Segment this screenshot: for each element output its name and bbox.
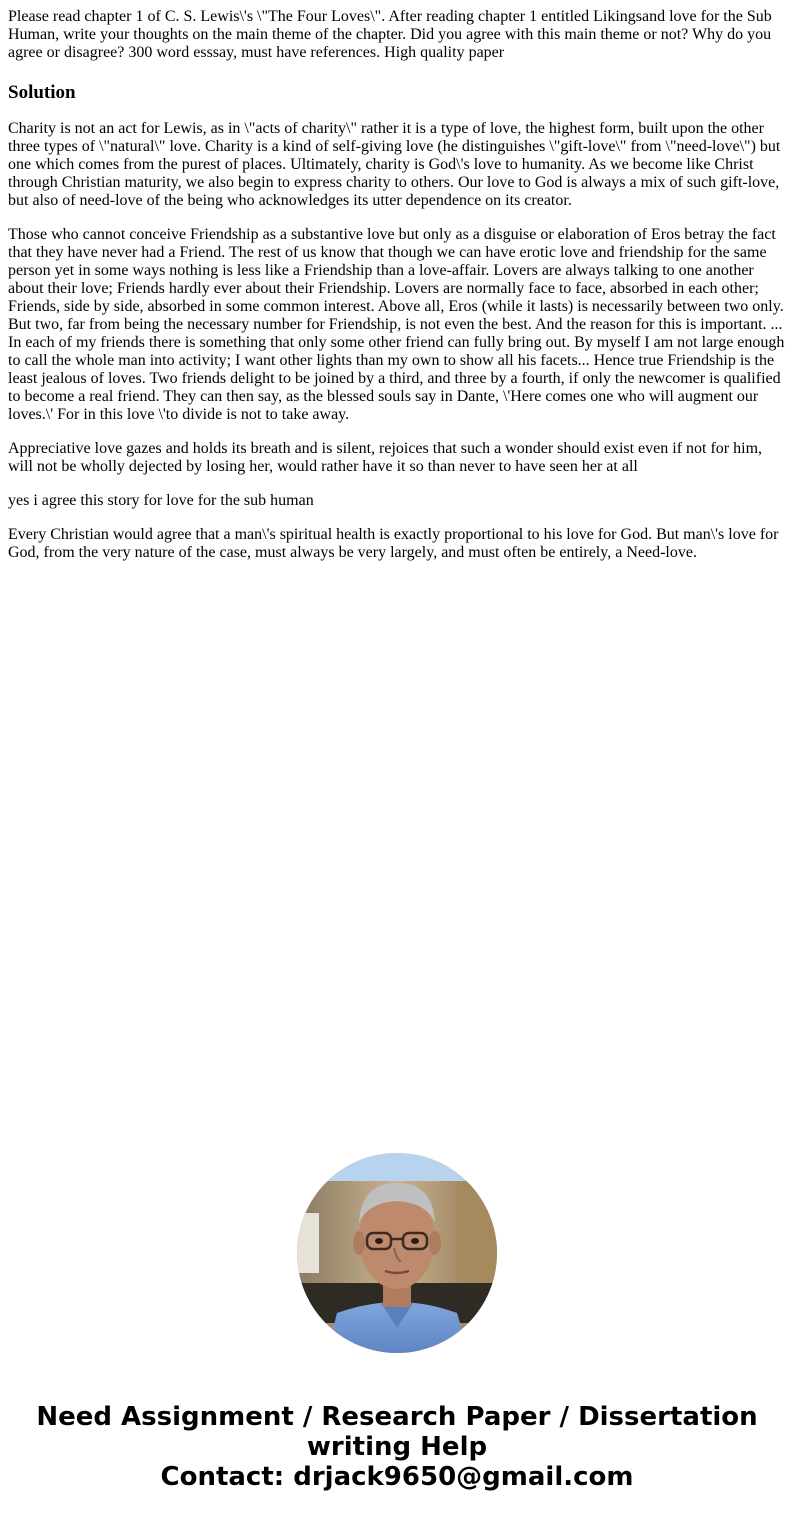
promo-banner [0,1402,794,1492]
solution-paragraph: yes i agree this story for love for the sub human [8,492,314,509]
solution-paragraph: Every Christian would agree that a man\'s spiritual health is exactly proportional to his love for God. But man\'s love for God, from the very nature of the case, must always be very largely, and must often be entirely, a Need-love. [8,526,779,561]
document-body [8,8,786,578]
author-avatar [297,1153,497,1353]
solution-paragraph: Appreciative love gazes and holds its breath and is silent, rejoices that such a wonder should exist even if not for him, will not be wholly dejected by losing her, would rather have it so than never to have seen her at all [8,440,763,475]
solution-heading: Solution [8,82,76,103]
portrait-image [297,1153,497,1353]
promo-line: writing Help [306,1432,488,1462]
promo-contact: Contact: drjack9650@gmail.com [160,1462,634,1492]
solution-paragraph: Those who cannot conceive Friendship as a substantive love but only as a disguise or elaboration of Eros betray the fact that they have never had a Friend. The rest of us know that though we can have erotic love and friendship for the same person yet in some ways nothing is less like a Friendship than a love-affair. Lovers are always talking to one another about their love; Friends hardly ever about their Friendship. Lovers are normally face to face, absorbed in each other; Friends, side by side, absorbed in some common interest. Above all, Eros (while it lasts) is necessarily between two only. But two, far from being the necessary number for Friendship, is not even the best. And the reason for this is important. ... In each of my friends there is something that only some other friend can fully bring out. By myself I am not large enough to call the whole man into activity; I want other lights than my own to show all his facets... Hence true Friendship is the least jealous of loves. Two friends delight to be joined by a third, and three by a fourth, if only the newcomer is qualified to become a real friend. They can then say, as the blessed souls say in Dante, \'Here comes one who will augment our loves.\' For in this love \'to divide is not to take away. [8,226,785,423]
question-text: Please read chapter 1 of C. S. Lewis\'s \"The Four Loves\". After reading chapter 1 entitled Likingsand love for the Sub Human, write your thoughts on the main theme of the chapter. Did you agree with this main theme or not? Why do you agree or disagree? 300 word esssay, must have references. High quality paper [8,8,772,61]
promo-line: Need Assignment / Research Paper / Dissertation [36,1402,758,1432]
solution-paragraph: Charity is not an act for Lewis, as in \"acts of charity\" rather it is a type of love, the highest form, built upon the other three types of \"natural\" love. Charity is a kind of self-giving love (he distinguishes \"gift-love\" from \"need-love\") but one which comes from the purest of places. Ultimately, charity is God\'s love to humanity. As we become like Christ through Christian maturity, we also begin to express charity to others. Our love to God is always a mix of such gift-love, but also of need-love of the being who acknowledges its utter dependence on its creator. [8,120,781,209]
